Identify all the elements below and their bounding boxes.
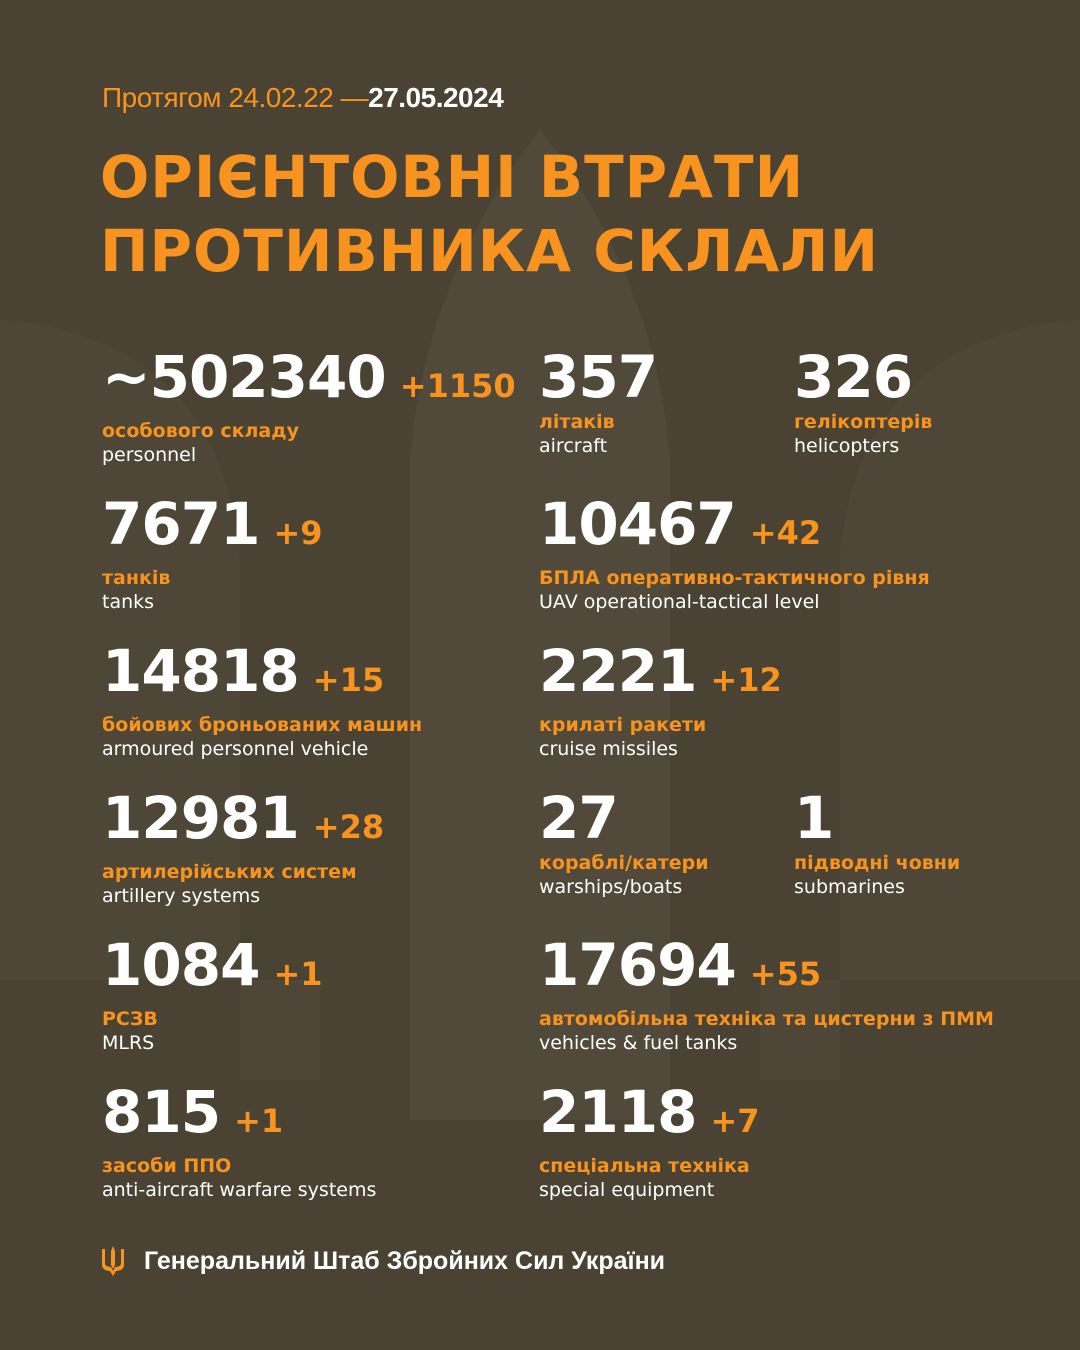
stat-label-ua: гелікоптерів (794, 411, 933, 433)
stat-value: 2221 (539, 637, 697, 705)
stat-label-ua: засоби ППО (102, 1155, 232, 1177)
stat-value-row (794, 784, 960, 852)
stat-delta: +12 (710, 661, 782, 699)
stat-delta: +1150 (399, 367, 516, 405)
stat-value: 357 (539, 343, 658, 411)
stat-label-ua: літаків (539, 411, 615, 433)
stat-delta: +55 (749, 955, 822, 993)
stat-tanks (102, 490, 323, 614)
stat-label-en: submarines (794, 876, 905, 898)
stat-value-row (102, 931, 323, 1005)
stat-value: 12981 (102, 784, 299, 852)
stat-value-row (539, 1078, 760, 1152)
stat-label-ua: автомобільна техніка та цистерни з ПММ (539, 1008, 994, 1030)
stat-value: 1084 (102, 931, 260, 999)
stat-value-row (102, 637, 422, 711)
stat-delta: +7 (710, 1102, 760, 1140)
stat-helicopters (794, 343, 933, 458)
stat-value-row (102, 490, 323, 564)
stat-value: 2118 (539, 1078, 697, 1146)
stat-aircraft (539, 343, 658, 458)
stat-apv (102, 637, 423, 761)
stat-label-en: special equipment (539, 1179, 715, 1201)
stat-personnel (102, 343, 516, 467)
stat-label-ua: особового складу (102, 420, 299, 442)
stat-delta: +42 (749, 514, 822, 552)
stat-delta: +9 (273, 514, 323, 552)
footer (100, 1245, 665, 1277)
stat-value: 815 (102, 1078, 221, 1146)
stat-label-en: artillery systems (102, 885, 261, 907)
stat-value: 14818 (102, 637, 299, 705)
trident-icon (100, 1245, 126, 1277)
stat-cruise-missiles (539, 637, 782, 761)
stat-submarines (794, 784, 961, 899)
stat-value-row (794, 343, 932, 411)
stat-delta: +28 (312, 808, 385, 846)
stat-label-en: warships/boats (539, 876, 683, 898)
footer-text: Генеральний Штаб Збройних Сил України (144, 1246, 666, 1275)
stat-label-ua: артилерійських систем (102, 861, 357, 883)
stat-label-ua: спеціальна техніка (539, 1155, 750, 1177)
stat-uav (539, 490, 930, 614)
period-prefix: Протягом 24.02.22 — (102, 82, 369, 113)
stat-value-row (539, 343, 658, 411)
period (102, 82, 503, 114)
period-date: 27.05.2024 (368, 82, 504, 113)
stat-label-ua: бойових броньованих машин (102, 714, 423, 736)
stat-label-ua: танків (102, 567, 171, 589)
stat-label-ua: БПЛА оперативно-тактичного рівня (539, 567, 930, 589)
stat-value: 1 (794, 784, 834, 852)
stat-label-en: cruise missiles (539, 738, 678, 760)
stat-value: 326 (794, 343, 913, 411)
stat-label-ua: РСЗВ (102, 1008, 158, 1030)
title-line-2: ПРОТИВНИКА СКЛАЛИ (100, 217, 879, 285)
stat-label-en: armoured personnel vehicle (102, 738, 369, 760)
stat-air-defense (102, 1078, 377, 1202)
stat-value-row (102, 343, 516, 417)
stat-label-en: UAV operational-tactical level (539, 591, 820, 613)
stat-value-row (539, 637, 782, 711)
stat-delta: +1 (273, 955, 323, 993)
stat-label-en: helicopters (794, 435, 900, 457)
stat-label-en: tanks (102, 591, 155, 613)
stat-label-en: anti-aircraft warfare systems (102, 1179, 377, 1201)
stat-artillery (102, 784, 385, 908)
stat-label-en: vehicles & fuel tanks (539, 1032, 738, 1054)
stat-vehicles (539, 931, 994, 1055)
title-line-1: ОРІЄНТОВНІ ВТРАТИ (100, 143, 805, 211)
stat-value: 7671 (102, 490, 260, 558)
stat-value: 17694 (539, 931, 736, 999)
stat-value: 10467 (539, 490, 736, 558)
stat-label-ua: кораблі/катери (539, 852, 709, 874)
stat-delta: +15 (312, 661, 385, 699)
stat-value-row (102, 1078, 376, 1152)
page-title (100, 140, 879, 288)
stat-value-row (539, 490, 930, 564)
stat-label-ua: крилаті ракети (539, 714, 707, 736)
stat-warships (539, 784, 709, 899)
stat-value-row (539, 784, 709, 852)
stat-value: ~502340 (102, 343, 386, 411)
stat-delta: +1 (234, 1102, 284, 1140)
stat-label-en: personnel (102, 444, 197, 466)
stat-label-en: aircraft (539, 435, 608, 457)
stat-value: 27 (539, 784, 618, 852)
stat-label-en: MLRS (102, 1032, 155, 1054)
stat-mlrs (102, 931, 323, 1055)
stat-value-row (102, 784, 385, 858)
stat-special-equipment (539, 1078, 760, 1202)
stat-label-ua: підводні човни (794, 852, 961, 874)
stat-value-row (539, 931, 994, 1005)
